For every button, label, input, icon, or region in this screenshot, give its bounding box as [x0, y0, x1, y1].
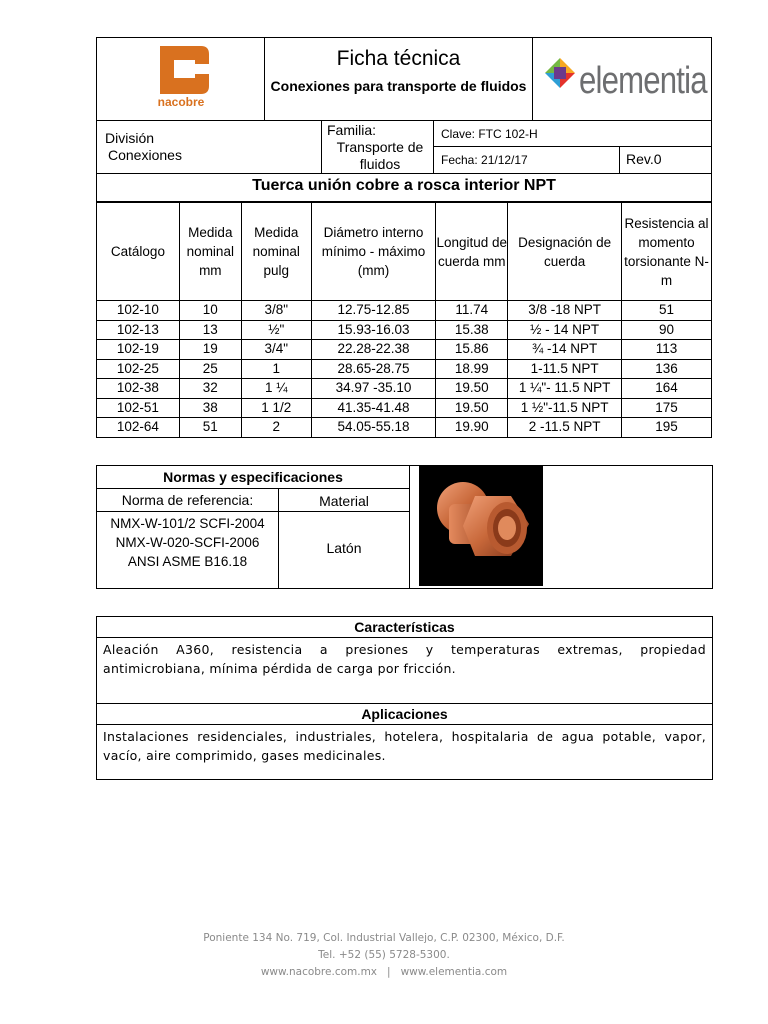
cell: 15.86: [436, 340, 508, 360]
cell: 12.75-12.85: [311, 301, 436, 321]
cell: 25: [179, 359, 241, 379]
page-title: Ficha técnica: [336, 47, 461, 70]
footer-web[interactable]: www.nacobre.com.mx | www.elementia.com: [260, 966, 508, 978]
cell: 1-11.5 NPT: [508, 359, 622, 379]
cell: 11.74: [436, 301, 508, 321]
col-header-medida-pulg: Medida nominal pulg: [241, 203, 311, 301]
cell: 19.50: [436, 398, 508, 418]
nacobre-wordmark: nacobre: [157, 95, 205, 109]
cell: 38: [179, 398, 241, 418]
table-row: [97, 418, 712, 438]
cell: 13: [179, 320, 241, 340]
cell: 19.50: [436, 379, 508, 399]
cell: 54.05-55.18: [311, 418, 436, 438]
footer-phone: Tel. +52 (55) 5728-5300.: [318, 949, 450, 961]
footer: [0, 930, 768, 981]
cell: 195: [622, 418, 712, 438]
cell: 3/4": [241, 340, 311, 360]
cell: ½ - 14 NPT: [508, 320, 622, 340]
caracteristicas-text: Aleación A360, resistencia a presiones y temperaturas extremas, propiedad antimicrobiana, mínima pérdida de carga por fricción.: [97, 638, 712, 704]
norma-ref-list: [97, 512, 279, 588]
clave-field: Clave: FTC 102-H: [434, 121, 711, 147]
cell: ½": [241, 320, 311, 340]
col-header-catalogo: Catálogo: [97, 203, 180, 301]
division-cell: [97, 121, 322, 173]
header: [96, 37, 712, 121]
cell: 136: [622, 359, 712, 379]
cell: 51: [179, 418, 241, 438]
cell: 102-64: [97, 418, 180, 438]
norma-ref-item: ANSI ASME B16.18: [127, 554, 248, 569]
aplicaciones-text: Instalaciones residenciales, industriales, hotelera, hospitalaria de agua potable, vapor, vacío, aire comprimido, gases medicinales.: [103, 729, 706, 763]
col-header-designacion: Designación de cuerda: [508, 203, 622, 301]
table-row: [97, 340, 712, 360]
cell: 10: [179, 301, 241, 321]
elementia-logo-icon: [543, 56, 577, 90]
cell: 2 -11.5 NPT: [508, 418, 622, 438]
elementia-logo: [533, 38, 711, 120]
cell: 175: [622, 398, 712, 418]
cell: 19.90: [436, 418, 508, 438]
cell: 3/8": [241, 301, 311, 321]
info-row: [96, 121, 712, 174]
title-box: [265, 38, 533, 120]
cell: 102-10: [97, 301, 180, 321]
table-row: [97, 320, 712, 340]
norma-ref-item: NMX-W-101/2 SCFI-2004: [110, 516, 265, 531]
cell: 102-13: [97, 320, 180, 340]
norma-ref-item: NMX-W-020-SCFI-2006: [115, 535, 260, 550]
cell: 19: [179, 340, 241, 360]
familia-label: Familia:: [327, 122, 377, 138]
cell: 1 ½"-11.5 NPT: [508, 398, 622, 418]
col-header-longitud: Longitud de cuerda mm: [436, 203, 508, 301]
cell: 15.93-16.03: [311, 320, 436, 340]
cell: 102-51: [97, 398, 180, 418]
fecha-field: Fecha: 21/12/17: [434, 147, 620, 173]
cell: 15.38: [436, 320, 508, 340]
cell: 90: [622, 320, 712, 340]
normas-section: [96, 465, 713, 589]
col-header-diametro: Diámetro interno mínimo - máximo (mm): [311, 203, 436, 301]
product-image: [419, 466, 543, 586]
table-row: [97, 359, 712, 379]
cell: 1 ¼: [241, 379, 311, 399]
familia-cell: [322, 121, 434, 173]
cell: 102-25: [97, 359, 180, 379]
col-header-resistencia: Resistencia al momento torsionante N-m: [622, 203, 712, 301]
nacobre-logo: [97, 38, 265, 120]
elementia-wordmark: elementia: [579, 60, 707, 102]
division-label: División: [105, 130, 155, 146]
details-section: [96, 616, 713, 780]
cell: 34.97 -35.10: [311, 379, 436, 399]
normas-title: Normas y especificaciones: [97, 466, 410, 489]
cell: ¾ -14 NPT: [508, 340, 622, 360]
col-header-medida-mm: Medida nominal mm: [179, 203, 241, 301]
norma-ref-header: Norma de referencia:: [97, 489, 279, 512]
cell: 41.35-41.48: [311, 398, 436, 418]
cell: 3/8 -18 NPT: [508, 301, 622, 321]
cell: 2: [241, 418, 311, 438]
cell: 102-19: [97, 340, 180, 360]
specs-table: [96, 202, 712, 438]
division-value: Conexiones: [108, 147, 182, 163]
cell: 102-38: [97, 379, 180, 399]
footer-address: Poniente 134 No. 719, Col. Industrial Vallejo, C.P. 02300, México, D.F.: [203, 932, 565, 944]
material-header: Material: [279, 489, 410, 512]
familia-value: Transporte de fluidos: [336, 139, 424, 172]
table-row: [97, 398, 712, 418]
cell: 1 1/2: [241, 398, 311, 418]
copper-union-icon: [419, 466, 543, 586]
table-row: [97, 301, 712, 321]
cell: 32: [179, 379, 241, 399]
material-value: Latón: [279, 512, 410, 588]
cell: 28.65-28.75: [311, 359, 436, 379]
product-title: Tuerca unión cobre a rosca interior NPT: [96, 174, 712, 202]
cell: 1 ¼"- 11.5 NPT: [508, 379, 622, 399]
revision-field: Rev.0: [626, 151, 662, 167]
cell: 18.99: [436, 359, 508, 379]
cell: 164: [622, 379, 712, 399]
table-row: [97, 379, 712, 399]
cell: 22.28-22.38: [311, 340, 436, 360]
caracteristicas-title: Características: [97, 617, 712, 638]
cell: 113: [622, 340, 712, 360]
table-header-row: [97, 203, 712, 301]
aplicaciones-title: Aplicaciones: [97, 704, 712, 725]
cell: 51: [622, 301, 712, 321]
cell: 1: [241, 359, 311, 379]
page-subtitle: Conexiones para transporte de fluidos: [270, 78, 527, 94]
